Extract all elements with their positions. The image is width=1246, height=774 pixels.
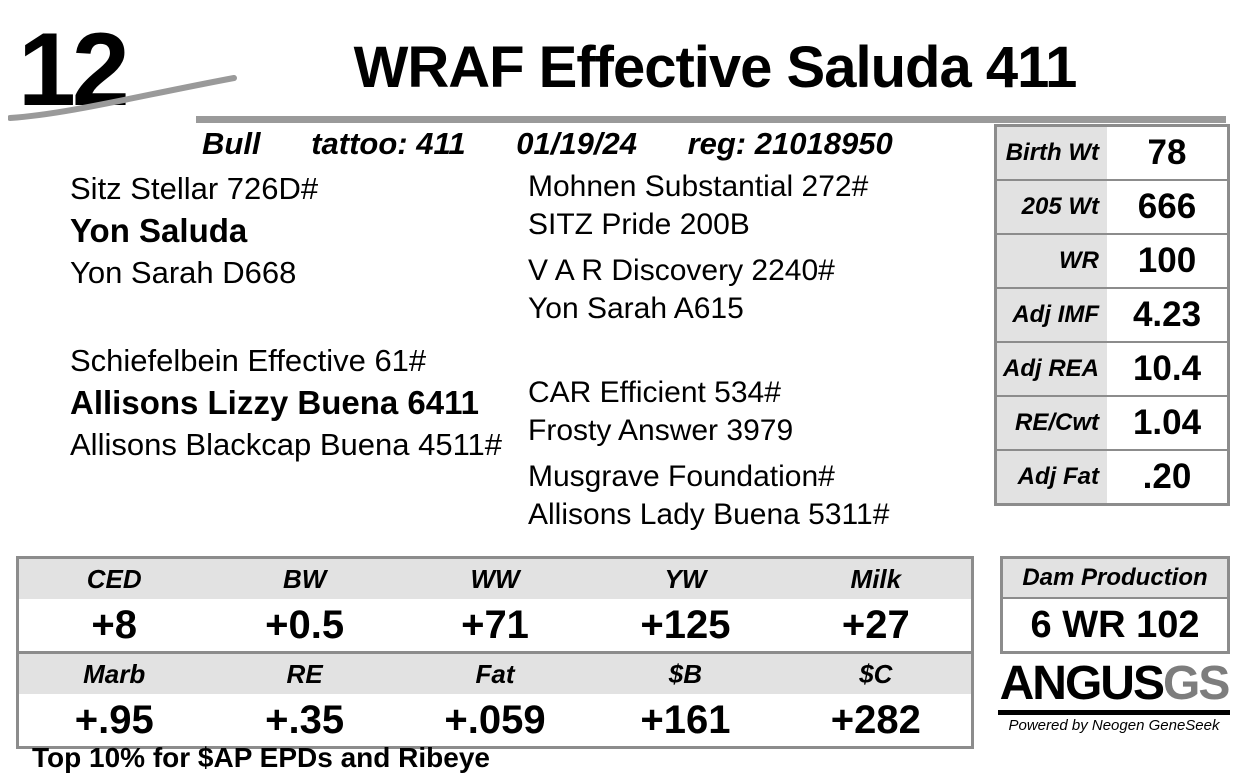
dam-production-value: 6 WR 102	[1030, 604, 1200, 646]
perf-value-adj-imf: 4.23	[1132, 295, 1202, 334]
perf-value-re-cwt: 1.04	[1132, 403, 1202, 442]
perf-value-adj-fat: .20	[1142, 457, 1192, 496]
registration-value: 21018950	[754, 126, 893, 161]
perf-label-adj-rea: Adj REA	[997, 343, 1107, 395]
pedigree-spacer	[70, 294, 530, 340]
footer-note: Top 10% for $AP EPDs and Ribeye	[32, 742, 490, 773]
perf-value-birth-wt: 78	[1147, 133, 1187, 172]
perf-value-205-wt: 666	[1137, 187, 1197, 226]
identity-line	[196, 124, 971, 164]
sire-name: Yon Saluda	[70, 212, 248, 249]
epd-header-yw: YW	[664, 564, 707, 594]
pedigree-spacer	[528, 328, 972, 374]
epd-table	[16, 556, 974, 749]
epd-value-re: +.35	[265, 698, 345, 742]
dam-gp2-top: Musgrave Foundation#	[528, 460, 835, 493]
sire-gp1-top: Mohnen Substantial 272#	[528, 170, 869, 203]
sire-gp2-top: V A R Discovery 2240#	[528, 254, 835, 287]
performance-table	[994, 124, 1230, 506]
epd-header-ww: WW	[470, 564, 520, 594]
epd-header-re: RE	[286, 659, 323, 689]
tattoo-value: 411	[416, 126, 466, 161]
epd-value-dollar-c: +282	[830, 698, 921, 742]
perf-value-adj-rea: 10.4	[1132, 349, 1202, 388]
perf-label-birth-wt: Birth Wt	[997, 127, 1107, 179]
page-title: WRAF Effective Saluda 411	[353, 35, 1077, 100]
sex-label: Bull	[202, 126, 261, 161]
dam-gp1-bottom: Frosty Answer 3979	[528, 414, 794, 447]
epd-header-bw: BW	[282, 564, 327, 594]
epd-header-ced: CED	[86, 564, 142, 594]
perf-label-adj-imf: Adj IMF	[997, 289, 1107, 341]
epd-value-dollar-b: +161	[640, 698, 731, 742]
epd-value-bw: +0.5	[265, 603, 345, 647]
epd-header-milk: Milk	[850, 564, 902, 594]
tattoo-label: tattoo:	[311, 126, 408, 161]
title-divider	[196, 116, 1226, 123]
logo-tagline: Powered by Neogen GeneSeek	[1008, 717, 1220, 734]
sire-of-dam: Schiefelbein Effective 61#	[70, 343, 427, 378]
table-row	[997, 235, 1227, 289]
perf-label-adj-fat: Adj Fat	[997, 451, 1107, 503]
registration-label: reg:	[687, 126, 747, 161]
perf-label-wr: WR	[997, 235, 1107, 287]
table-row	[997, 127, 1227, 181]
logo-wordmark	[998, 657, 1230, 710]
dam-of-sire: Yon Sarah D668	[70, 255, 297, 290]
epd-header-row-1	[19, 559, 971, 599]
sire-gp1-bottom: SITZ Pride 200B	[528, 208, 750, 241]
pedigree-parents-column	[70, 168, 530, 466]
dam-production-box	[1000, 556, 1230, 654]
birthdate-value: 01/19/24	[516, 126, 637, 161]
epd-header-row-2	[19, 654, 971, 694]
dam-name: Allisons Lizzy Buena 6411	[70, 384, 479, 421]
sire-gp2-bottom: Yon Sarah A615	[528, 292, 744, 325]
dam-gp1-top: CAR Efficient 534#	[528, 376, 781, 409]
epd-header-dollar-b: $B	[668, 659, 703, 689]
table-row	[997, 451, 1227, 503]
dam-production-label: Dam Production	[1003, 559, 1227, 599]
logo-divider	[998, 710, 1230, 715]
pedigree-spacer	[528, 450, 972, 458]
pedigree-section	[0, 168, 972, 550]
logo-angus-text: ANGUS	[999, 657, 1163, 710]
perf-label-205-wt: 205 Wt	[997, 181, 1107, 233]
sire-of-sire: Sitz Stellar 726D#	[70, 171, 319, 206]
dam-of-dam: Allisons Blackcap Buena 4511#	[70, 427, 502, 462]
epd-header-marb: Marb	[83, 659, 146, 689]
perf-label-re-cwt: RE/Cwt	[997, 397, 1107, 449]
angus-gs-logo	[998, 657, 1230, 734]
logo-gs-text: GS	[1162, 657, 1229, 710]
epd-value-marb: +.95	[74, 698, 154, 742]
table-row	[997, 289, 1227, 343]
lot-number: 12	[18, 12, 126, 128]
epd-value-ced: +8	[91, 603, 137, 647]
perf-value-wr: 100	[1137, 241, 1197, 280]
pedigree-grandparents-column	[528, 168, 972, 534]
epd-value-row-1	[19, 599, 971, 651]
table-row	[997, 181, 1227, 235]
table-row	[997, 343, 1227, 397]
epd-value-row-2	[19, 694, 971, 746]
epd-header-fat: Fat	[475, 659, 515, 689]
pedigree-spacer	[528, 244, 972, 252]
table-row	[997, 397, 1227, 451]
dam-gp2-bottom: Allisons Lady Buena 5311#	[528, 498, 890, 531]
epd-value-ww: +71	[461, 603, 529, 647]
card-header	[0, 0, 1246, 128]
epd-value-milk: +27	[841, 603, 910, 647]
epd-value-fat: +.059	[444, 698, 546, 742]
epd-value-yw: +125	[640, 603, 731, 647]
epd-header-dollar-c: $C	[859, 659, 893, 689]
